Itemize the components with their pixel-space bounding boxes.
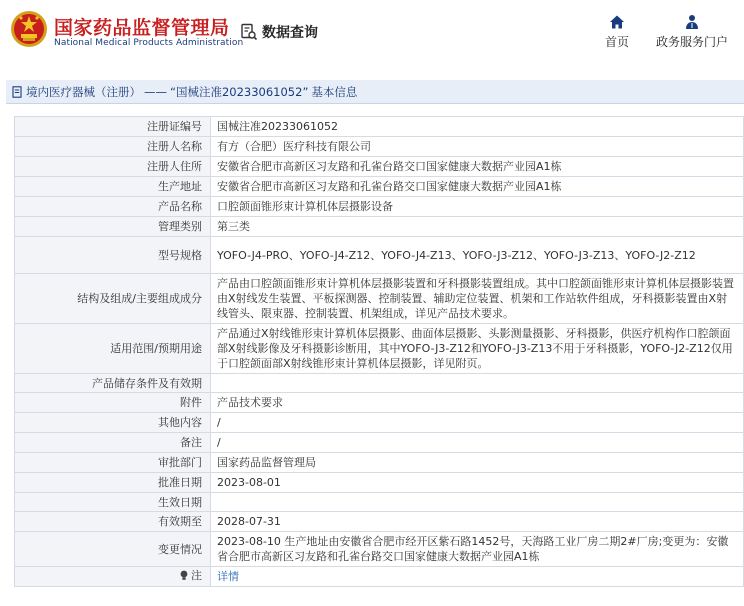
field-label: 注册人住所 — [15, 157, 211, 177]
field-label: 注册人名称 — [15, 137, 211, 157]
field-value: 安徽省合肥市高新区习友路和孔雀台路交口国家健康大数据产业园A1栋 — [211, 177, 744, 197]
field-value: / — [211, 433, 744, 453]
field-label: 其他内容 — [15, 413, 211, 433]
data-query-label: 数据查询 — [262, 25, 318, 41]
table-row — [15, 177, 744, 197]
field-label: 生产地址 — [15, 177, 211, 197]
table-row — [15, 413, 744, 433]
data-query-button[interactable] — [240, 20, 318, 44]
person-group-icon — [683, 14, 701, 30]
field-value: 安徽省合肥市高新区习友路和孔雀台路交口国家健康大数据产业园A1栋 — [211, 157, 744, 177]
field-label: 批准日期 — [15, 473, 211, 493]
breadcrumb-category[interactable]: 境内医疗器械（注册） — [26, 84, 141, 99]
field-label-note — [15, 567, 211, 587]
table-row — [15, 393, 744, 413]
site-header — [0, 0, 744, 64]
details-link[interactable]: 详情 — [217, 570, 239, 583]
field-value: / — [211, 413, 744, 433]
national-emblem-icon — [10, 10, 48, 48]
breadcrumb-record: “国械注准20233061052” — [170, 84, 309, 99]
table-row — [15, 532, 744, 567]
field-value: 2023-08-10 生产地址由安徽省合肥市经开区紫石路1452号，天海路工业厂房二期2#厂房;变更为：安徽省合肥市高新区习友路和孔雀台路交口国家健康大数据产业园A1栋 — [211, 532, 744, 567]
field-label: 有效期至 — [15, 512, 211, 532]
field-label: 产品储存条件及有效期 — [15, 374, 211, 393]
field-label: 结构及组成/主要组成成分 — [15, 274, 211, 324]
nav-gov-service-portal[interactable] — [652, 14, 732, 50]
field-value: 口腔颌面锥形束计算机体层摄影设备 — [211, 197, 744, 217]
table-row — [15, 157, 744, 177]
table-row — [15, 274, 744, 324]
field-label: 产品名称 — [15, 197, 211, 217]
breadcrumb-suffix: 基本信息 — [311, 84, 358, 99]
field-label: 生效日期 — [15, 493, 211, 512]
field-value-note — [211, 567, 744, 587]
table-row — [15, 374, 744, 393]
field-value — [211, 374, 744, 393]
search-document-icon — [240, 23, 258, 41]
table-row — [15, 217, 744, 237]
field-value — [211, 493, 744, 512]
field-value: 产品由口腔颌面锥形束计算机体层摄影装置和牙科摄影装置组成。其中口腔颌面锥形束计算机体层摄影装置由X射线发生装置、平板探测器、控制装置、辅助定位装置、机架和工作站软件组成，牙科摄影装置由X射线管头、限束器、控制装置、机架组成，详见产品技术要求。 — [211, 274, 744, 324]
table-row — [15, 493, 744, 512]
note-label: 注 — [191, 569, 202, 582]
breadcrumb-separator: —— — [144, 84, 167, 99]
field-value: 有方（合肥）医疗科技有限公司 — [211, 137, 744, 157]
table-row-note — [15, 567, 744, 587]
nav-home[interactable] — [597, 14, 637, 50]
table-row — [15, 197, 744, 217]
home-icon — [609, 14, 625, 30]
field-label: 附件 — [15, 393, 211, 413]
basic-info-table — [14, 116, 744, 587]
brand-name-cn: 国家药品监督管理局 — [54, 17, 230, 39]
table-row — [15, 324, 744, 374]
note-label-wrapper — [179, 568, 202, 583]
table-row — [15, 473, 744, 493]
field-value: 2028-07-31 — [211, 512, 744, 532]
lightbulb-icon — [179, 570, 189, 581]
table-row — [15, 117, 744, 137]
field-label: 审批部门 — [15, 453, 211, 473]
field-label: 备注 — [15, 433, 211, 453]
table-row — [15, 512, 744, 532]
field-label: 变更情况 — [15, 532, 211, 567]
field-value: 国械注准20233061052 — [211, 117, 744, 137]
field-value: 产品通过X射线锥形束计算机体层摄影、曲面体层摄影、头影测量摄影、牙科摄影，供医疗机构作口腔颌面部X射线影像及牙科摄影诊断用，其中YOFO-J3-Z12和YOFO-J3-Z13不用于牙科摄影，YOFO-J2-Z12仅用于口腔颌面部X射线锥形束计算机体层摄影，详见附页。 — [211, 324, 744, 374]
breadcrumb — [6, 80, 744, 104]
field-label: 注册证编号 — [15, 117, 211, 137]
nav-gov-label: 政务服务门户 — [655, 35, 728, 49]
table-row — [15, 137, 744, 157]
field-label: 型号规格 — [15, 237, 211, 274]
field-value: YOFO-J4-PRO、YOFO-J4-Z12、YOFO-J4-Z13、YOFO-J3-Z12、YOFO-J3-Z13、YOFO-J2-Z12 — [211, 237, 744, 274]
field-label: 适用范围/预期用途 — [15, 324, 211, 374]
document-icon — [12, 86, 23, 98]
field-value: 第三类 — [211, 217, 744, 237]
brand-name-en: National Medical Products Administration — [54, 38, 244, 48]
table-row — [15, 237, 744, 274]
field-value: 产品技术要求 — [211, 393, 744, 413]
field-value: 国家药品监督管理局 — [211, 453, 744, 473]
field-value: 2023-08-01 — [211, 473, 744, 493]
table-row — [15, 453, 744, 473]
field-label: 管理类别 — [15, 217, 211, 237]
nav-home-label: 首页 — [604, 35, 629, 49]
table-row — [15, 433, 744, 453]
